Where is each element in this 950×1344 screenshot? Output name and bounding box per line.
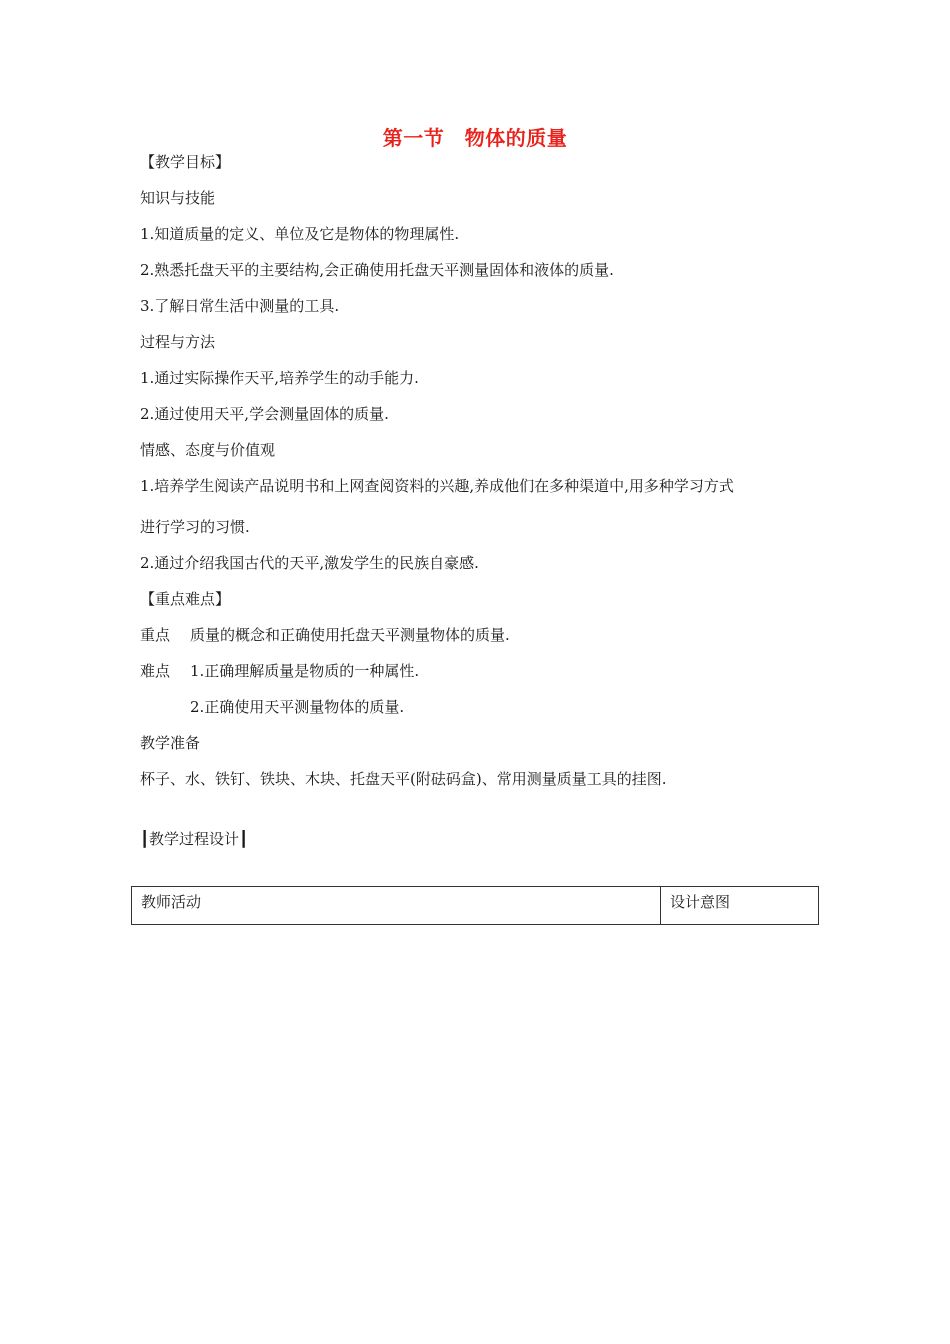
difficulty-item: 1.正确理解质量是物质的一种属性. <box>190 662 420 680</box>
emotion-item-continued: 进行学习的习惯. <box>140 518 250 536</box>
key-points-heading: 【重点难点】 <box>140 590 231 608</box>
knowledge-item: 1.知道质量的定义、单位及它是物体的物理属性. <box>140 225 460 243</box>
key-text: 质量的概念和正确使用托盘天平测量物体的质量. <box>190 626 510 644</box>
preparation-text: 杯子、水、铁钉、铁块、木块、托盘天平(附砝码盒)、常用测量质量工具的挂图. <box>140 770 667 788</box>
emotion-item: 2.通过介绍我国古代的天平,激发学生的民族自豪感. <box>140 554 479 572</box>
preparation-heading: 教学准备 <box>140 734 201 752</box>
key-point-row <box>140 625 510 645</box>
objectives-heading: 【教学目标】 <box>140 153 231 171</box>
process-heading: 过程与方法 <box>140 333 216 351</box>
emotion-heading: 情感、态度与价值观 <box>140 441 276 459</box>
process-item: 2.通过使用天平,学会测量固体的质量. <box>140 405 389 423</box>
difficulty-label: 难点 <box>140 662 171 680</box>
knowledge-item: 3.了解日常生活中测量的工具. <box>140 297 340 315</box>
key-label: 重点 <box>140 626 171 644</box>
table-header-teacher-activity: 教师活动 <box>132 887 661 925</box>
process-design-heading: ┃教学过程设计┃ <box>140 830 249 848</box>
table-row <box>132 887 819 925</box>
teaching-process-table <box>131 886 819 925</box>
knowledge-heading: 知识与技能 <box>140 189 216 207</box>
table-header-design-intent: 设计意图 <box>661 887 819 925</box>
difficulty-item: 2.正确使用天平测量物体的质量. <box>190 698 405 716</box>
knowledge-item: 2.熟悉托盘天平的主要结构,会正确使用托盘天平测量固体和液体的质量. <box>140 261 614 279</box>
page-title: 第一节 物体的质量 <box>382 126 568 150</box>
difficulty-row <box>140 661 419 681</box>
emotion-item: 1.培养学生阅读产品说明书和上网查阅资料的兴趣,养成他们在多种渠道中,用多种学习方式 <box>140 477 734 495</box>
process-item: 1.通过实际操作天平,培养学生的动手能力. <box>140 369 419 387</box>
